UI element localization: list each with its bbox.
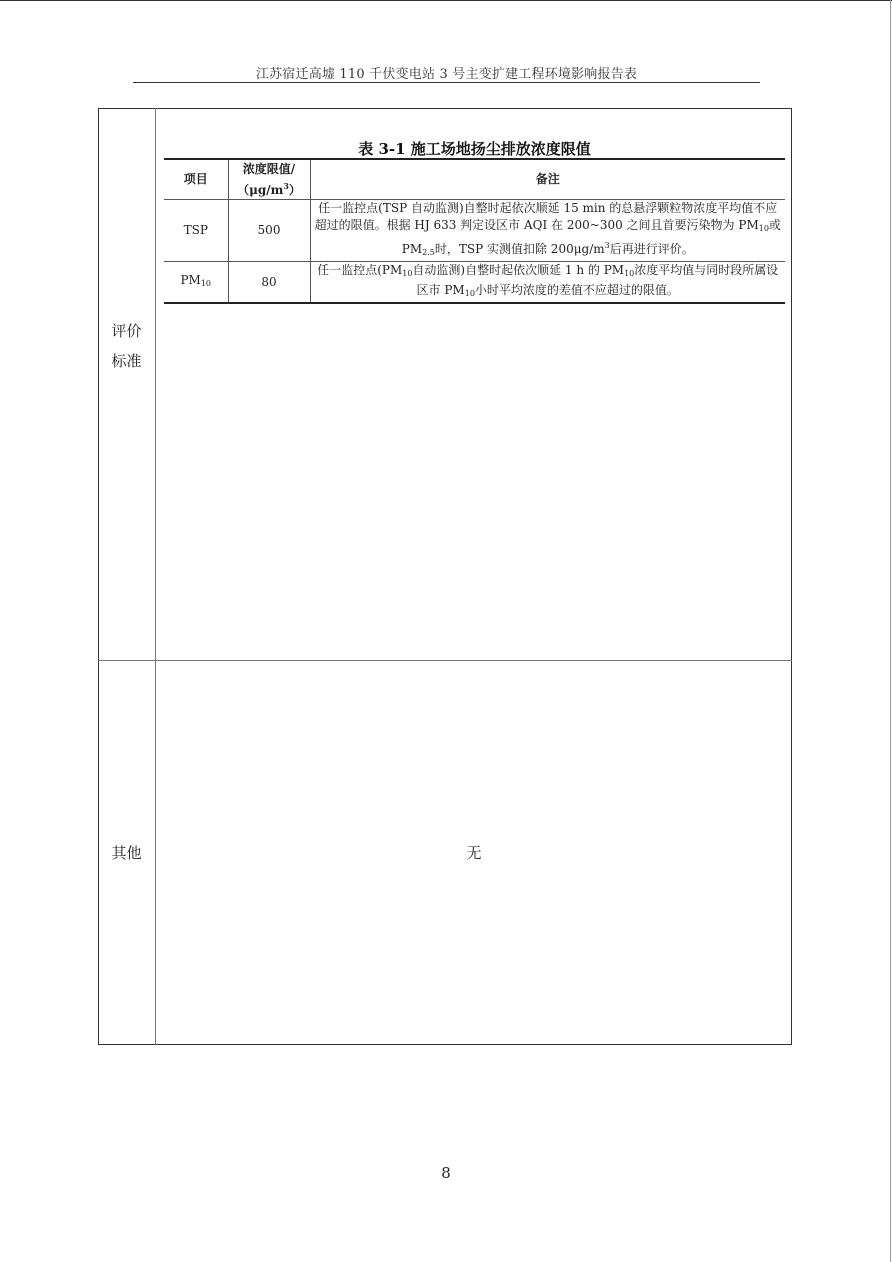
note-superscript: 3 [604, 241, 610, 250]
dust-limit-table [164, 158, 785, 304]
column-header-note: 备注 [310, 159, 785, 200]
page-right-border [890, 0, 891, 1262]
note-text: 任一监控点(TSP 自动监测)自整时起依次顺延 15 min 的总悬浮颗粒物浓度平均值不应超过的限值。根据 HJ 633 判定设区市 AQI 在 200~300 之间且首要污染物为 PM [314, 201, 778, 232]
cell-item [164, 262, 228, 304]
note-text: 自动监测)自整时起依次顺延 1 h 的 PM [412, 263, 625, 277]
page-top-border [0, 0, 892, 1]
item-subscript: 10 [200, 279, 212, 288]
note-subscript: 10 [624, 269, 635, 278]
cell-limit: 500 [228, 200, 310, 262]
cell-limit: 80 [228, 262, 310, 304]
note-text: 或 PM [401, 218, 781, 256]
table-row [164, 262, 785, 304]
table-header-row [164, 159, 785, 200]
form-row-divider [98, 660, 792, 661]
form-column-divider [155, 108, 156, 1045]
note-text: 小时平均浓度的差值不应超过的限值。 [474, 283, 679, 297]
column-header-item: 项目 [164, 159, 228, 200]
section-label-line: 评价 [111, 322, 142, 340]
cell-note [310, 200, 785, 262]
table-row [164, 200, 785, 262]
page-number: 8 [441, 1164, 451, 1182]
column-header-limit [228, 159, 310, 200]
note-subscript: 10 [758, 224, 769, 233]
header-unit-text: （μg/m [237, 182, 284, 197]
note-subscript: 10 [464, 289, 475, 298]
note-text: 浓度平均值与同时段所属设区市 PM [416, 263, 779, 297]
section-other-content: 无 [466, 844, 482, 862]
note-text: 后再进行评价。 [609, 242, 694, 256]
header-unit-close: ） [288, 182, 301, 197]
note-text: 任一监控点(PM [317, 263, 403, 277]
item-text: PM [180, 273, 201, 287]
header-unit-superscript: 3 [283, 180, 289, 191]
header-divider [133, 82, 760, 83]
cell-item: TSP [164, 200, 228, 262]
section-label-other: 其他 [111, 844, 142, 862]
note-subscript: 10 [402, 269, 413, 278]
header-limit-line2 [233, 178, 306, 199]
section-label-line: 标准 [111, 352, 142, 370]
document-header-title: 江苏宿迁高墟 110 千伏变电站 3 号主变扩建工程环境影响报告表 [255, 67, 638, 82]
note-subscript: 2.5 [422, 248, 435, 257]
note-text: 时，TSP 实测值扣除 200μg/m [434, 242, 605, 256]
section-label-evaluation-standard [98, 316, 155, 376]
cell-note [310, 262, 785, 304]
header-limit-line1: 浓度限值/ [242, 161, 296, 176]
table-caption: 表 3-1 施工场地扬尘排放浓度限值 [358, 140, 591, 158]
